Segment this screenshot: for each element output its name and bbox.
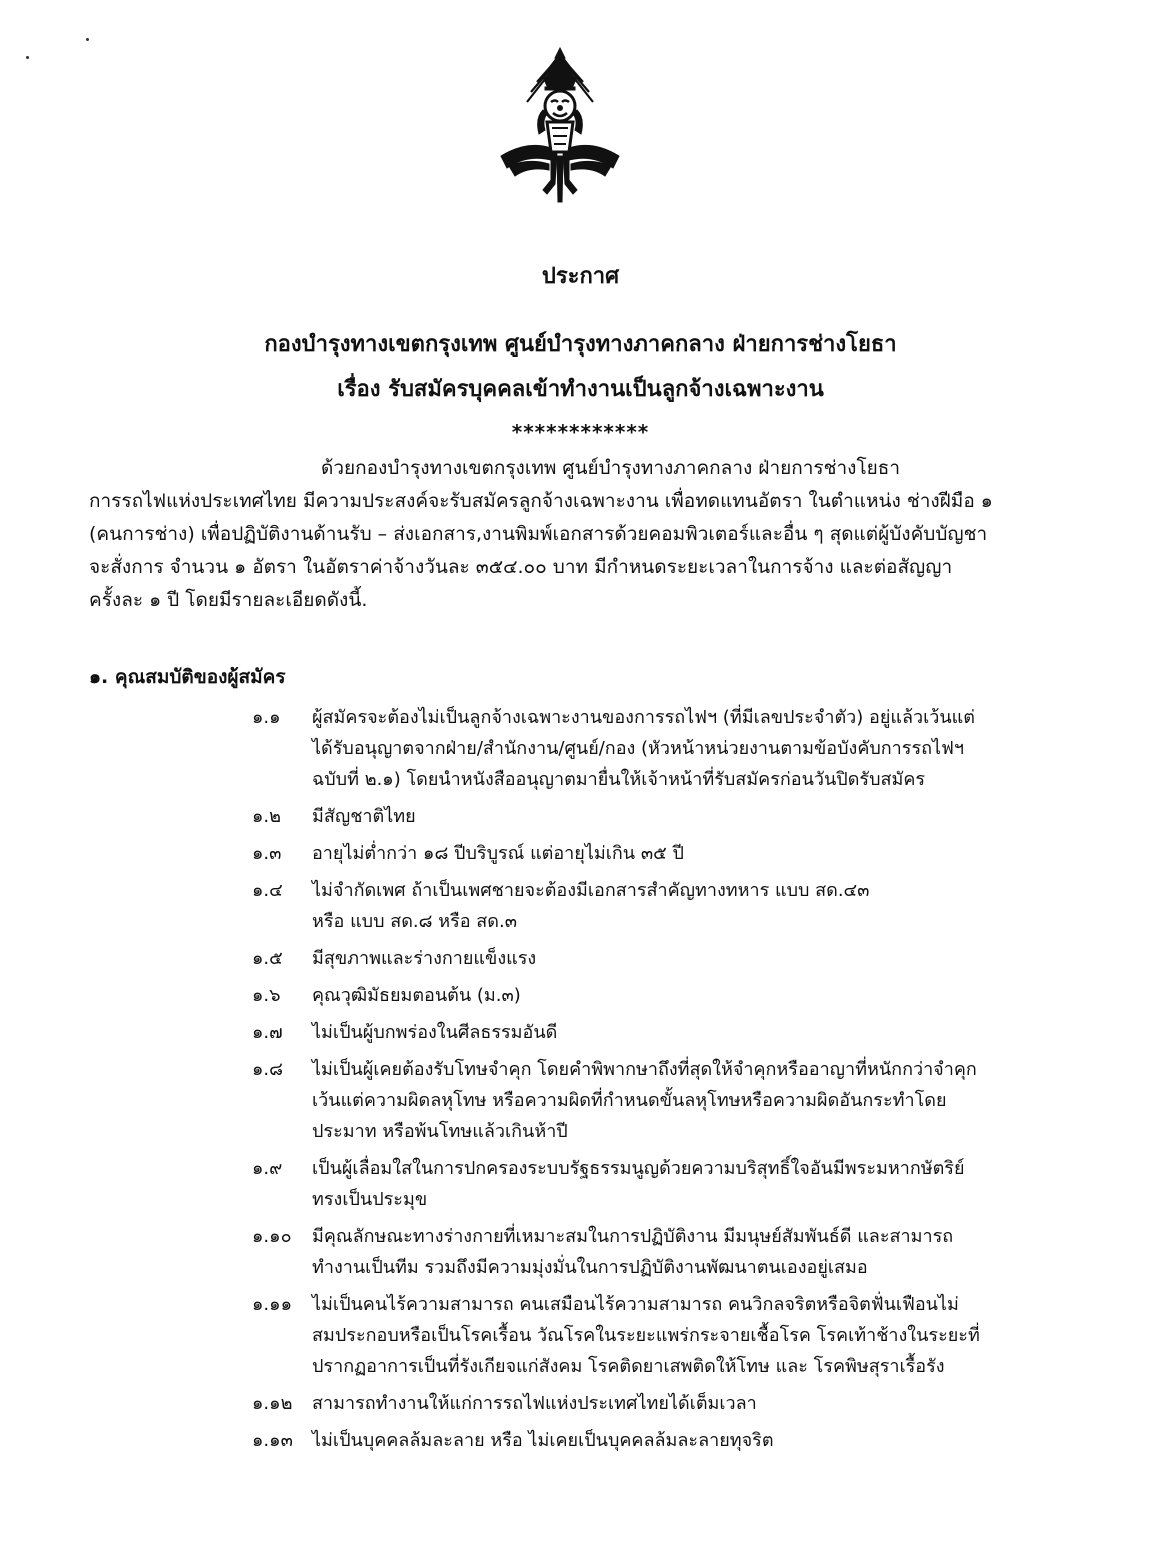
- intro-paragraph: [89, 452, 1074, 617]
- item-number: ๑.๒: [252, 806, 282, 827]
- item-text: [312, 943, 1082, 974]
- item-text: [312, 875, 1082, 937]
- item-line: มีสัญชาติไทย: [312, 806, 416, 827]
- item-number: ๑.๘: [252, 1059, 284, 1080]
- intro-line: จะสั่งการ จำนวน ๑ อัตรา ในอัตราค่าจ้างวันละ ๓๕๔.๐๐ บาท มีกำหนดระยะเวลาในการจ้าง และต่อสัญญา: [89, 556, 953, 578]
- item-line: ประมาท หรือพ้นโทษแล้วเกินห้าปี: [312, 1121, 568, 1142]
- list-item: [252, 875, 1082, 937]
- list-item: [252, 1289, 1082, 1382]
- item-line: มีสุขภาพและร่างกายแข็งแรง: [312, 948, 537, 969]
- item-number: ๑.๑: [252, 707, 281, 728]
- item-number: ๑.๑๐: [252, 1226, 292, 1247]
- intro-line: การรถไฟแห่งประเทศไทย มีความประสงค์จะรับสมัครลูกจ้างเฉพาะงาน เพื่อทดแทนอัตรา ในตำแหน่ง ช่างฝีมือ ๑: [89, 490, 993, 512]
- list-item: [252, 1153, 1082, 1215]
- organization-line: กองบำรุงทางเขตกรุงเทพ ศูนย์บำรุงทางภาคกลาง ฝ่ายการช่างโยธา: [264, 332, 897, 357]
- item-text: [312, 838, 1082, 869]
- item-line: ได้รับอนุญาตจากฝ่าย/สำนักงาน/ศูนย์/กอง (หัวหน้าหน่วยงานตามข้อบังคับการรถไฟฯ: [312, 738, 964, 759]
- item-number: ๑.๗: [252, 1022, 283, 1043]
- item-text: [312, 1388, 1082, 1419]
- list-item: [252, 1017, 1082, 1048]
- section-heading: ๑. คุณสมบัติของผู้สมัคร: [89, 666, 286, 688]
- item-line: ไม่เป็นคนไร้ความสามารถ คนเสมือนไร้ความสามารถ คนวิกลจริตหรือจิตฟั่นเฟือนไม่: [312, 1294, 959, 1315]
- item-line: ปรากฏอาการเป็นที่รังเกียจแก่สังคม โรคติดยาเสพติดให้โทษ และ โรคพิษสุราเรื้อรัง: [312, 1356, 945, 1377]
- item-text: [312, 980, 1082, 1011]
- item-line: สามารถทำงานให้แก่การรถไฟแห่งประเทศไทยได้เต็มเวลา: [312, 1393, 757, 1414]
- item-number: ๑.๑๒: [252, 1393, 293, 1414]
- item-text: [312, 1221, 1082, 1283]
- item-line: ทรงเป็นประมุข: [312, 1189, 428, 1210]
- item-text: [312, 1017, 1082, 1048]
- list-item: [252, 838, 1082, 869]
- item-line: ไม่เป็นผู้บกพร่องในศีลธรรมอันดี: [312, 1022, 558, 1043]
- list-item: [252, 1388, 1082, 1419]
- list-item: [252, 980, 1082, 1011]
- subject-line: เรื่อง รับสมัครบุคคลเข้าทำงานเป็นลูกจ้างเฉพาะงาน: [337, 377, 824, 402]
- item-number: ๑.๓: [252, 843, 282, 864]
- separator-stars: ************: [511, 420, 650, 444]
- item-number: ๑.๖: [252, 985, 281, 1006]
- item-line: คุณวุฒิมัธยมตอนต้น (ม.๓): [312, 985, 521, 1006]
- item-line: ผู้สมัครจะต้องไม่เป็นลูกจ้างเฉพาะงานของการรถไฟฯ (ที่มีเลขประจำตัว) อยู่แล้วเว้นแต่: [312, 707, 975, 728]
- item-text: [312, 1289, 1082, 1382]
- list-item: [252, 1221, 1082, 1283]
- item-line: ไม่เป็นผู้เคยต้องรับโทษจำคุก โดยคำพิพากษาถึงที่สุดให้จำคุกหรืออาญาที่หนักกว่าจำคุก: [312, 1059, 977, 1080]
- item-line: เว้นแต่ความผิดลหุโทษ หรือความผิดที่กำหนดขั้นลหุโทษหรือความผิดอันกระทำโดย: [312, 1090, 947, 1111]
- document-title: ประกาศ: [541, 264, 620, 289]
- item-number: ๑.๑๑: [252, 1294, 292, 1315]
- item-line: ทำงานเป็นทีม รวมถึงมีความมุ่งมั่นในการปฏิบัติงานพัฒนาตนเองอยู่เสมอ: [312, 1257, 868, 1278]
- item-text: [312, 702, 1082, 795]
- item-line: หรือ แบบ สด.๘ หรือ สด.๓: [312, 911, 518, 932]
- item-line: สมประกอบหรือเป็นโรคเรื้อน วัณโรคในระยะแพร่กระจายเชื้อโรค โรคเท้าช้างในระยะที่: [312, 1325, 980, 1346]
- list-item: [252, 702, 1082, 795]
- intro-line: (คนการช่าง) เพื่อปฏิบัติงานด้านรับ – ส่งเอกสาร,งานพิมพ์เอกสารด้วยคอมพิวเตอร์และอื่น ๆ สุดแต่ผู้บังคับบัญชา: [89, 523, 988, 545]
- item-line: อายุไม่ต่ำกว่า ๑๘ ปีบริบูรณ์ แต่อายุไม่เกิน ๓๕ ปี: [312, 843, 684, 864]
- scan-speck: [26, 56, 29, 59]
- list-item: [252, 943, 1082, 974]
- qualification-list: [252, 702, 1082, 1462]
- intro-line: ด้วยกองบำรุงทางเขตกรุงเทพ ศูนย์บำรุงทางภาคกลาง ฝ่ายการช่างโยธา: [321, 457, 901, 479]
- item-line: ไม่เป็นบุคคลล้มละลาย หรือ ไม่เคยเป็นบุคคลล้มละลายทุจริต: [312, 1430, 774, 1451]
- item-line: ฉบับที่ ๒.๑) โดยนำหนังสืออนุญาตมายื่นให้เจ้าหน้าที่รับสมัครก่อนวันปิดรับสมัคร: [312, 769, 926, 790]
- srt-garuda-emblem-icon: [497, 44, 623, 204]
- item-number: ๑.๕: [252, 948, 283, 969]
- list-item: [252, 801, 1082, 832]
- item-line: เป็นผู้เลื่อมใสในการปกครองระบบรัฐธรรมนูญด้วยความบริสุทธิ์ใจอันมีพระมหากษัตริย์: [312, 1158, 965, 1179]
- item-number: ๑.๔: [252, 880, 283, 901]
- item-number: ๑.๙: [252, 1158, 283, 1179]
- scan-speck: [86, 38, 89, 41]
- item-number: ๑.๑๓: [252, 1430, 293, 1451]
- intro-line: ครั้งละ ๑ ปี โดยมีรายละเอียดดังนี้.: [89, 589, 368, 611]
- list-item: [252, 1425, 1082, 1456]
- item-text: [312, 1054, 1082, 1147]
- item-line: มีคุณลักษณะทางร่างกายที่เหมาะสมในการปฏิบัติงาน มีมนุษย์สัมพันธ์ดี และสามารถ: [312, 1226, 954, 1247]
- item-text: [312, 1153, 1082, 1215]
- item-text: [312, 1425, 1082, 1456]
- list-item: [252, 1054, 1082, 1147]
- item-text: [312, 801, 1082, 832]
- item-line: ไม่จำกัดเพศ ถ้าเป็นเพศชายจะต้องมีเอกสารสำคัญทางทหาร แบบ สด.๔๓: [312, 880, 870, 901]
